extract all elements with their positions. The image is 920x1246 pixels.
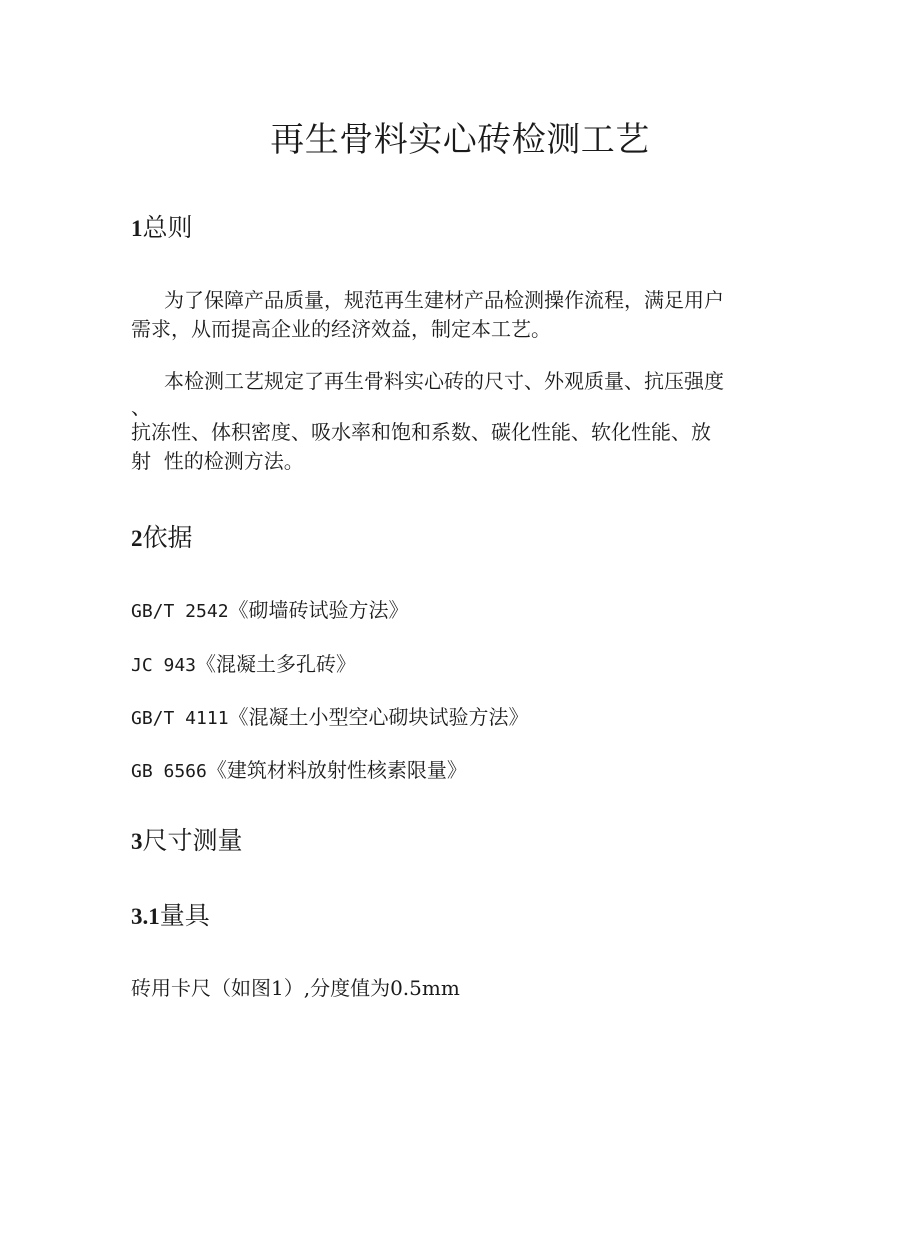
paragraph-line: 、 <box>131 395 151 419</box>
section-3-1-heading <box>131 900 210 933</box>
reference-code: GB/T 4111 <box>131 708 229 729</box>
section-2-number: 2 <box>131 526 143 551</box>
section-3-1-number: 3.1 <box>131 904 160 929</box>
section-1-title: 总则 <box>142 213 193 242</box>
paragraph-line: 抗冻性、体积密度、吸水率和饱和系数、碳化性能、软化性能、放 <box>131 420 711 444</box>
section-3-title: 尺寸测量 <box>142 826 243 855</box>
paragraph-line: 本检测工艺规定了再生骨料实心砖的尺寸、外观质量、抗压强度 <box>164 369 724 393</box>
reference-code: GB/T 2542 <box>131 601 229 622</box>
section-1-heading <box>131 212 193 245</box>
reference-name: 《混凝土多孔砖》 <box>196 652 357 676</box>
reference-code: GB 6566 <box>131 761 207 782</box>
section-3-number: 3 <box>131 829 143 854</box>
section-1-paragraph-2 <box>131 367 791 476</box>
paragraph-line: 为了保障产品质量，规范再生建材产品检测操作流程，满足用户 <box>164 288 724 312</box>
reference-name: 《建筑材料放射性核素限量》 <box>206 758 467 782</box>
section-1-number: 1 <box>131 216 143 241</box>
section-1-paragraph-1 <box>131 286 791 344</box>
reference-item <box>131 756 467 786</box>
paragraph-line: 射 性的检测方法。 <box>131 449 304 473</box>
section-3-1-title: 量具 <box>159 901 210 930</box>
reference-item <box>131 703 529 733</box>
reference-name: 《混凝土小型空心砌块试验方法》 <box>228 705 529 729</box>
document-title: 再生骨料实心砖检测工艺 <box>270 120 650 160</box>
gauge-description: 砖用卡尺（如图1）,分度值为0.5mm <box>131 976 460 1000</box>
reference-item <box>131 596 409 626</box>
reference-code: JC 943 <box>131 655 197 676</box>
reference-name: 《砌墙砖试验方法》 <box>228 598 409 622</box>
section-3-heading <box>131 825 243 858</box>
section-2-title: 依据 <box>142 523 193 552</box>
section-2-heading <box>131 522 193 555</box>
paragraph-line: 需求，从而提高企业的经济效益，制定本工艺。 <box>131 317 551 341</box>
reference-item <box>131 650 356 680</box>
